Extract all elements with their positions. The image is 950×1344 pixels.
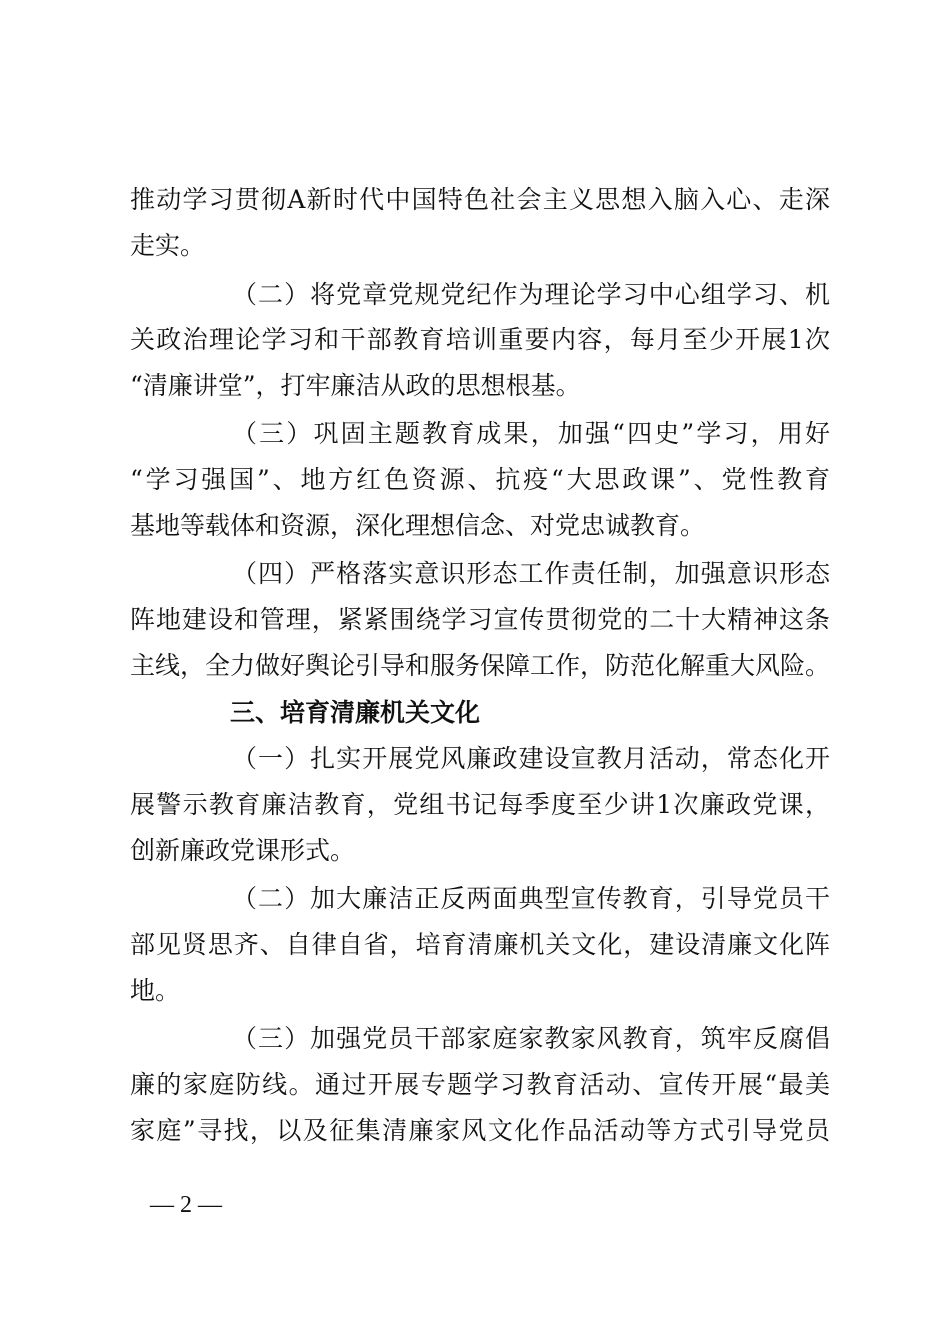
text-line: 主线，全力做好舆论引导和服务保障工作，防范化解重大风险。 [130,651,831,680]
paragraph-start-line: （一）扎实开展党风廉政建设宣教月活动，常态化开 [232,744,830,773]
text-line: 创新廉政党课形式。 [130,836,356,865]
paragraph-start-line: （二）将党章党规党纪作为理论学习中心组学习、机 [232,280,830,309]
paragraph-start-line: （二）加大廉洁正反两面典型宣传教育，引导党员干 [232,884,830,913]
text-line: 基地等载体和资源，深化理想信念、对党忠诚教育。 [130,511,706,540]
text-line: 展警示教育廉洁教育，党组书记每季度至少讲1次廉政党课， [130,790,830,819]
text-line: 廉的家庭防线。通过开展专题学习教育活动、宣传开展“最美 [130,1070,830,1099]
text-line: “学习强国”、地方红色资源、抗疫“大思政课”、党性教育 [130,465,830,494]
page-number: — 2 — [150,1192,222,1218]
text-line: 关政治理论学习和干部教育培训重要内容，每月至少开展1次 [130,325,830,354]
text-line: 阵地建设和管理，紧紧围绕学习宣传贯彻党的二十大精神这条 [130,605,830,634]
paragraph-start-line: （四）严格落实意识形态工作责任制，加强意识形态 [232,559,830,588]
paragraph-start-line: （三）巩固主题教育成果，加强“四史”学习，用好 [232,419,830,448]
text-line: 部见贤思齐、自律自省，培育清廉机关文化，建设清廉文化阵 [130,930,830,959]
text-line: 地。 [130,976,181,1005]
text-line: 走实。 [130,231,206,260]
section-heading: 三、培育清廉机关文化 [230,698,481,727]
paragraph-start-line: （三）加强党员干部家庭家教家风教育，筑牢反腐倡 [232,1024,830,1053]
text-line: “清廉讲堂”，打牢廉洁从政的思想根基。 [130,371,581,400]
text-line: 家庭”寻找，以及征集清廉家风文化作品活动等方式引导党员 [130,1116,830,1145]
text-line: 推动学习贯彻A新时代中国特色社会主义思想入脑入心、走深 [130,185,830,214]
